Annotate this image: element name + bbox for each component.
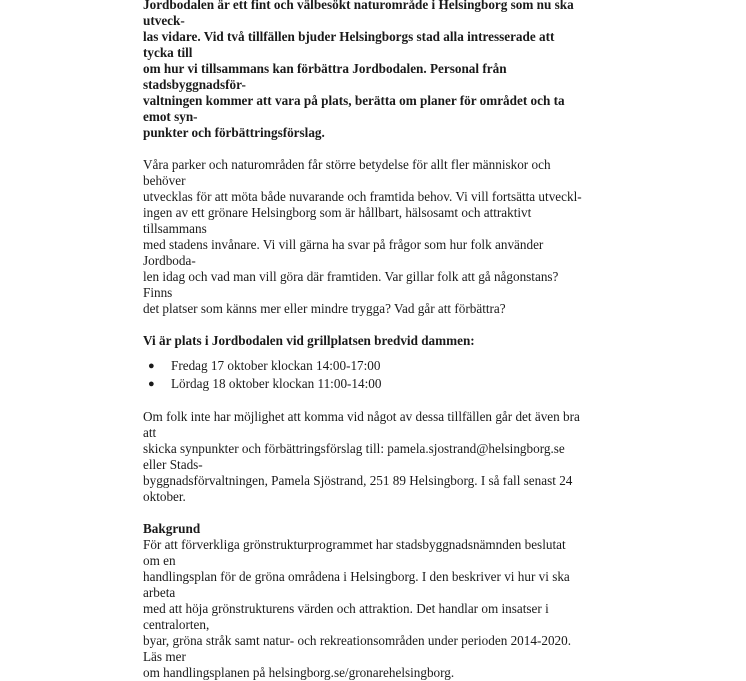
- intro-line: valtningen kommer att vara på plats, berätta om planer för området och ta emot syn-: [143, 93, 565, 124]
- purpose-line: med stadens invånare. Vi vill gärna ha svar på frågor som hur folk använder Jordboda-: [143, 237, 544, 268]
- background-paragraph: [143, 537, 583, 681]
- purpose-paragraph: [143, 157, 583, 317]
- list-item: [143, 357, 583, 375]
- contact-line: byggnadsförvaltningen, Pamela Sjöstrand, 251 89 Helsingborg. I så fall senast 24 oktober.: [143, 473, 573, 504]
- document-body: [143, 0, 583, 681]
- background-line: handlingsplan för de gröna områdena i Helsingborg. I den beskriver vi hur vi ska arbeta: [143, 569, 570, 600]
- background-line: om handlingsplanen på helsingborg.se/gronarehelsingborg.: [143, 665, 455, 680]
- background-line: byar, gröna stråk samt natur- och rekreationsområden under perioden 2014-2020. Läs mer: [143, 633, 572, 664]
- date-list: [143, 357, 583, 393]
- purpose-line: len idag och vad man vill göra där framtiden. Var gillar folk att gå någonstans? Finns: [143, 269, 559, 300]
- bullet-icon: ●: [148, 378, 155, 390]
- list-item: [143, 375, 583, 393]
- location-heading: Vi är plats i Jordbodalen vid grillplatsen bredvid dammen:: [143, 333, 475, 348]
- date-text: Fredag 17 oktober klockan 14:00-17:00: [171, 358, 381, 373]
- purpose-line: ingen av ett grönare Helsingborg som är hållbart, hälsosamt och attraktivt tillsammans: [143, 205, 532, 236]
- background-heading: Bakgrund: [143, 521, 201, 536]
- contact-line: Om folk inte har möjlighet att komma vid något av dessa tillfällen går det även bra att: [143, 409, 580, 440]
- bullet-icon: ●: [148, 360, 155, 372]
- date-text: Lördag 18 oktober klockan 11:00-14:00: [171, 376, 382, 391]
- intro-paragraph: [143, 0, 583, 141]
- contact-paragraph: [143, 409, 583, 505]
- intro-line: Jordbodalen är ett fint och välbesökt naturområde i Helsingborg som nu ska utveck-: [143, 0, 574, 28]
- intro-line: las vidare. Vid två tillfällen bjuder Helsingborgs stad alla intresserade att tycka till: [143, 29, 555, 60]
- purpose-line: det platser som känns mer eller mindre trygga? Vad går att förbättra?: [143, 301, 506, 316]
- purpose-line: utvecklas för att möta både nuvarande och framtida behov. Vi vill fortsätta utveckl-: [143, 189, 582, 204]
- background-line: med att höja grönstrukturens värden och attraktion. Det handlar om insatser i centralorten,: [143, 601, 549, 632]
- purpose-line: Våra parker och naturområden får större betydelse för allt fler människor och behöver: [143, 157, 551, 188]
- intro-line: punkter och förbättringsförslag.: [143, 125, 325, 140]
- background-line: För att förverkliga grönstrukturprogrammet har stadsbyggnadsnämnden beslutat om en: [143, 537, 566, 568]
- intro-line: om hur vi tillsammans kan förbättra Jordbodalen. Personal från stadsbyggnadsför-: [143, 61, 507, 92]
- contact-line: skicka synpunkter och förbättringsförslag till: pamela.sjostrand@helsingborg.se eller Stads-: [143, 441, 565, 472]
